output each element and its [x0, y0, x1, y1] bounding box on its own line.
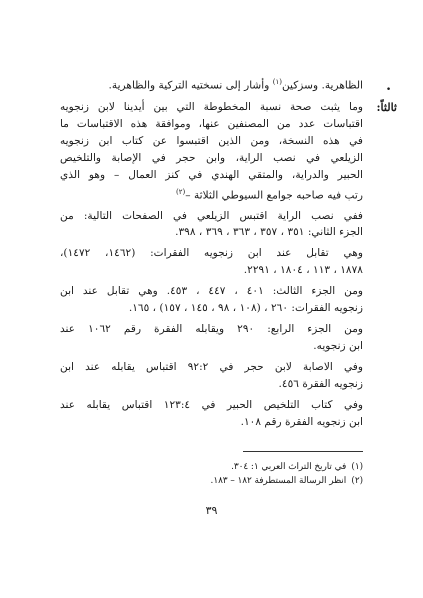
paragraph-4-line-1: وهي تقابل عند ابن زنجويه الفقرات: (١٤٦٢، ١٤٧٢)، [60, 247, 363, 259]
paragraph-4-line-2: ١٨٧٨ ، ١١٣ ، ١٨٠٤ ، ٢٢٩١. [243, 264, 363, 276]
paragraph-1-tail: وأشار إلى نسختيه التركية والظاهرية. [108, 79, 273, 92]
paragraph-1-line [60, 76, 363, 93]
paragraph-7-line-2: زنجويه الفقرة ٤٥٦. [278, 378, 363, 390]
paragraph-7-line-1: وفي الاصابة لابن حجر في ٩٢:٢ اقتباس يقابله عند ابن [60, 361, 363, 373]
paragraph-3-line-1: ففي نصب الراية اقتبس الزيلعي في الصفحات التالية: من [60, 210, 363, 222]
paragraph-2-line-6-text: رتب فيه صاحبه جوامع السيوطي الثلاثة – [185, 189, 363, 202]
paragraph-2-line-6 [60, 186, 363, 203]
footnote-separator [243, 451, 363, 452]
footnote-ref-1: (١) [272, 78, 282, 86]
paragraph-6-line-2: ابن زنجويه. [313, 340, 363, 352]
footnote-2 [60, 475, 363, 487]
section-label-thalithan: ثالثاً: [376, 101, 397, 114]
paragraph-3-line-2: الجزء الثاني: ٣٥١ ، ٣٥٧ ، ٣٦٣ ، ٣٦٩ ، ٣٩٨. [175, 226, 363, 238]
paragraph-5-line-2: زنجويه الفقرات: ٢٦٠ ، (١٠٨ ، ٩٨ ، ١٤٥ ، ١٥٧) ، ١٦٥. [128, 302, 363, 314]
paragraph-5-line-1: ومن الجزء الثالث: ٤٠١ ، ٤٤٧ ، ٤٥٣. وهي تقابل عند ابن [60, 285, 363, 297]
paragraph-2-line-5: الحبير والدراية، والمتقي الهندي في كنز العمال – وهو الذي [60, 169, 363, 181]
footnote-2-text: انظر الرسالة المستطرفة ١٨٢ – ١٨٣. [210, 476, 347, 486]
paragraph-8-line-1: وفي كتاب التلخيص الحبير في ١٢٣:٤ اقتباس يقابله عند [60, 399, 363, 411]
footnote-2-number: (٢) [351, 476, 363, 486]
footnote-1-text: في تاريخ التراث العربي ١: ٣٠٤. [231, 462, 347, 472]
bullet-dot: . [386, 78, 391, 94]
paragraph-6-line-1: ومن الجزء الرابع: ٢٩٠ ويقابله الفقرة رقم ١٠٦٢ عند [60, 323, 363, 335]
paragraph-2-line-3: في هذه النسخة، ومن الذين اقتبسوا عن كتاب ابن زنجويه [60, 135, 363, 147]
paragraph-2-line-2: اقتباسات عدد من المصنفين عنها، وموافقة هذه الاقتباسات ما [60, 118, 363, 130]
footnote-ref-2: (٢) [176, 188, 186, 196]
paragraph-2-line-1: وما يثبت صحة نسبة المخطوطة التي بين أيدينا لابن زنجويه [60, 101, 363, 113]
page-number: ٣٩ [205, 504, 218, 517]
footnote-1-number: (١) [351, 462, 363, 472]
paragraph-1-text: الظاهرية. وسزكين [281, 79, 363, 92]
paragraph-8-line-2: ابن زنجويه الفقرة رقم ١٠٨. [240, 416, 363, 428]
paragraph-2-line-4: الزيلعي في نصب الراية، وابن حجر في الإصابة والتلخيص [60, 152, 363, 164]
footnote-1 [60, 461, 363, 473]
